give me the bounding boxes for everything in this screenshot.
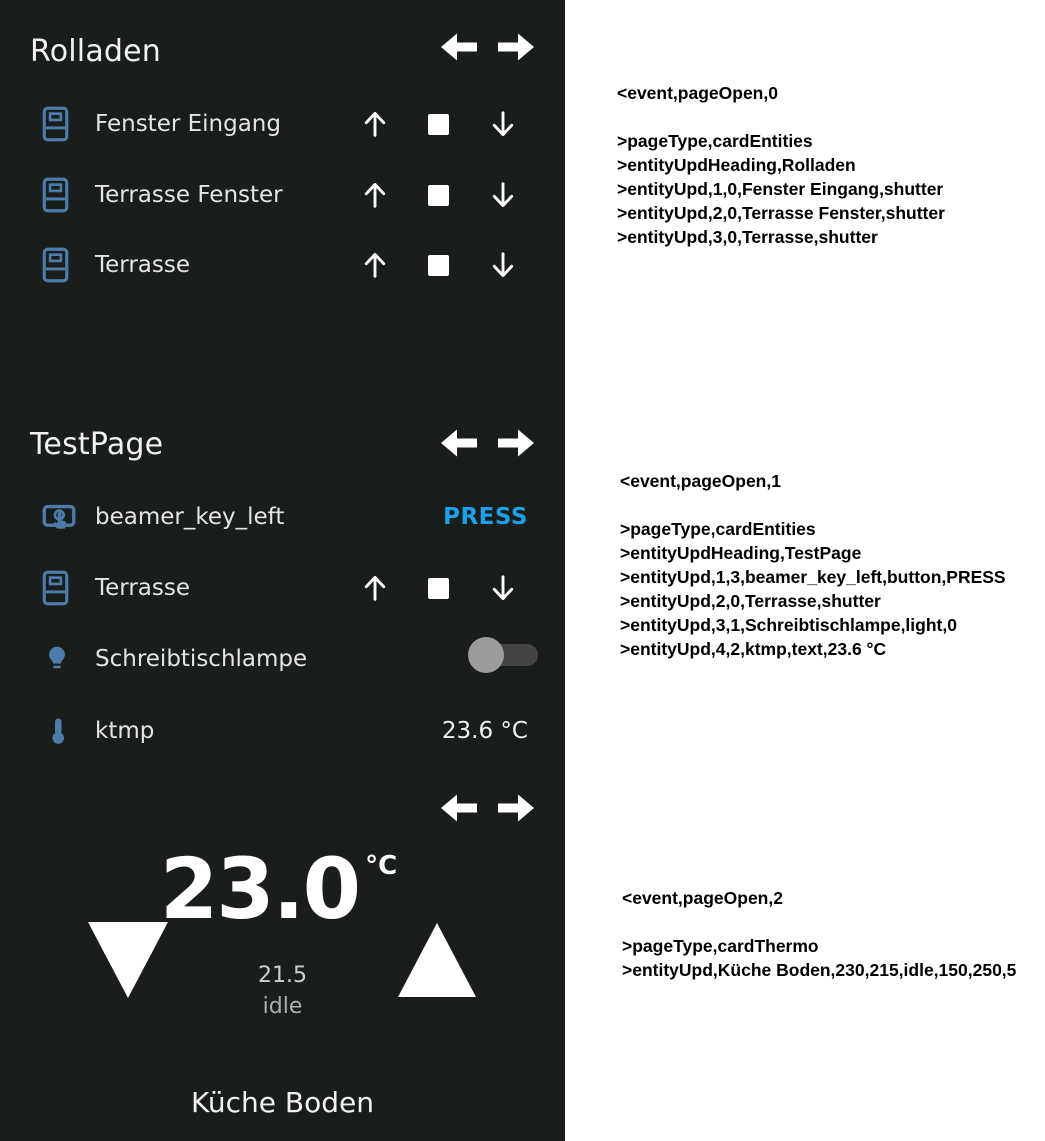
arrow-left-icon	[441, 32, 477, 62]
shutter-stop-button[interactable]	[416, 243, 460, 287]
entity-row-ktmp	[0, 696, 565, 766]
entity-label: beamer_key_left	[95, 504, 285, 530]
window-shutter-icon	[42, 570, 69, 606]
arrow-left-icon	[441, 793, 477, 823]
arrow-left-icon	[441, 428, 477, 458]
arrow-down-icon	[488, 250, 518, 280]
arrow-up-icon	[360, 109, 390, 139]
entity-row-beamer-key-left	[0, 482, 565, 552]
protocol-line: >pageType,cardEntities	[620, 519, 816, 539]
thermostat-title: Küche Boden	[190, 1086, 375, 1119]
entity-label: Terrasse	[95, 252, 191, 278]
protocol-line: >entityUpd,1,3,beamer_key_left,button,PRESS	[620, 567, 1006, 587]
protocol-line: >entityUpd,2,0,Terrasse,shutter	[620, 591, 881, 611]
protocol-line: >entityUpd,3,0,Terrasse,shutter	[617, 227, 878, 247]
stop-square-icon	[428, 255, 449, 276]
page-title-testpage: TestPage	[30, 427, 164, 462]
shutter-up-button[interactable]	[353, 566, 397, 610]
prev-page-button[interactable]	[441, 32, 477, 62]
page-nav-thermo	[441, 793, 551, 823]
next-page-button[interactable]	[498, 32, 534, 62]
prev-page-button[interactable]	[441, 428, 477, 458]
shutter-down-button[interactable]	[481, 102, 525, 146]
protocol-line: >entityUpd,1,0,Fenster Eingang,shutter	[617, 179, 944, 199]
window-shutter-icon	[42, 106, 69, 142]
protocol-line: <event,pageOpen,0	[617, 83, 778, 103]
arrow-up-icon	[360, 573, 390, 603]
protocol-line: >entityUpd,Küche Boden,230,215,idle,150,250,5	[622, 960, 1017, 980]
protocol-line: >entityUpd,3,1,Schreibtischlampe,light,0	[620, 615, 957, 635]
protocol-line: >pageType,cardEntities	[617, 131, 813, 151]
entity-row-terrasse-shutter	[0, 553, 565, 623]
protocol-line: >entityUpdHeading,TestPage	[620, 543, 862, 563]
protocol-block-page2	[622, 886, 1016, 982]
current-temperature-value: 23.0	[159, 840, 360, 938]
shutter-up-button[interactable]	[353, 243, 397, 287]
entity-label: Terrasse Fenster	[95, 182, 283, 208]
shutter-up-button[interactable]	[353, 173, 397, 217]
gesture-tap-icon	[42, 500, 76, 534]
shutter-stop-button[interactable]	[416, 173, 460, 217]
stop-square-icon	[428, 114, 449, 135]
protocol-line: <event,pageOpen,2	[622, 888, 783, 908]
protocol-block-page1	[620, 469, 1006, 661]
page-nav-rolladen	[441, 32, 551, 62]
shutter-down-button[interactable]	[481, 243, 525, 287]
window-shutter-icon	[42, 247, 69, 283]
target-temperature: 21.5	[258, 963, 307, 988]
press-button[interactable]: PRESS	[390, 482, 528, 552]
protocol-line	[620, 493, 1006, 517]
protocol-line: >entityUpdHeading,Rolladen	[617, 155, 856, 175]
next-page-button[interactable]	[498, 428, 534, 458]
lightbulb-icon	[42, 644, 72, 674]
page-title-rolladen: Rolladen	[30, 34, 162, 69]
protocol-line: <event,pageOpen,1	[620, 471, 781, 491]
entity-row-fenster-eingang	[0, 89, 565, 159]
hvac-state: idle	[262, 994, 303, 1019]
next-page-button[interactable]	[498, 793, 534, 823]
protocol-line	[622, 910, 1016, 934]
entity-label: Fenster Eingang	[95, 111, 281, 137]
stop-square-icon	[428, 185, 449, 206]
arrow-right-icon	[498, 32, 534, 62]
shutter-up-button[interactable]	[353, 102, 397, 146]
protocol-line	[617, 105, 945, 129]
current-temperature	[0, 840, 561, 938]
arrow-down-icon	[488, 573, 518, 603]
entity-label: Terrasse	[95, 575, 191, 601]
protocol-line: >entityUpd,2,0,Terrasse Fenster,shutter	[617, 203, 945, 223]
arrow-right-icon	[498, 793, 534, 823]
entity-row-terrasse-fenster	[0, 160, 565, 230]
shutter-stop-button[interactable]	[416, 102, 460, 146]
protocol-line: >pageType,cardThermo	[622, 936, 819, 956]
toggle-knob	[468, 637, 504, 673]
arrow-down-icon	[488, 109, 518, 139]
window-shutter-icon	[42, 177, 69, 213]
protocol-line: >entityUpd,4,2,ktmp,text,23.6 °C	[620, 639, 887, 659]
arrow-up-icon	[360, 250, 390, 280]
protocol-block-page0	[617, 81, 945, 249]
stop-square-icon	[428, 578, 449, 599]
thermometer-icon	[42, 716, 72, 746]
entity-label: Schreibtischlampe	[95, 646, 308, 672]
light-toggle-switch[interactable]	[468, 637, 538, 673]
shutter-down-button[interactable]	[481, 566, 525, 610]
temperature-unit: °C	[365, 851, 398, 881]
sensor-value: 23.6 °C	[441, 718, 528, 744]
arrow-down-icon	[488, 180, 518, 210]
entity-row-terrasse	[0, 230, 565, 300]
entity-label: ktmp	[95, 718, 155, 744]
shutter-stop-button[interactable]	[416, 566, 460, 610]
arrow-up-icon	[360, 180, 390, 210]
arrow-right-icon	[498, 428, 534, 458]
prev-page-button[interactable]	[441, 793, 477, 823]
page-nav-testpage	[441, 428, 551, 458]
shutter-down-button[interactable]	[481, 173, 525, 217]
